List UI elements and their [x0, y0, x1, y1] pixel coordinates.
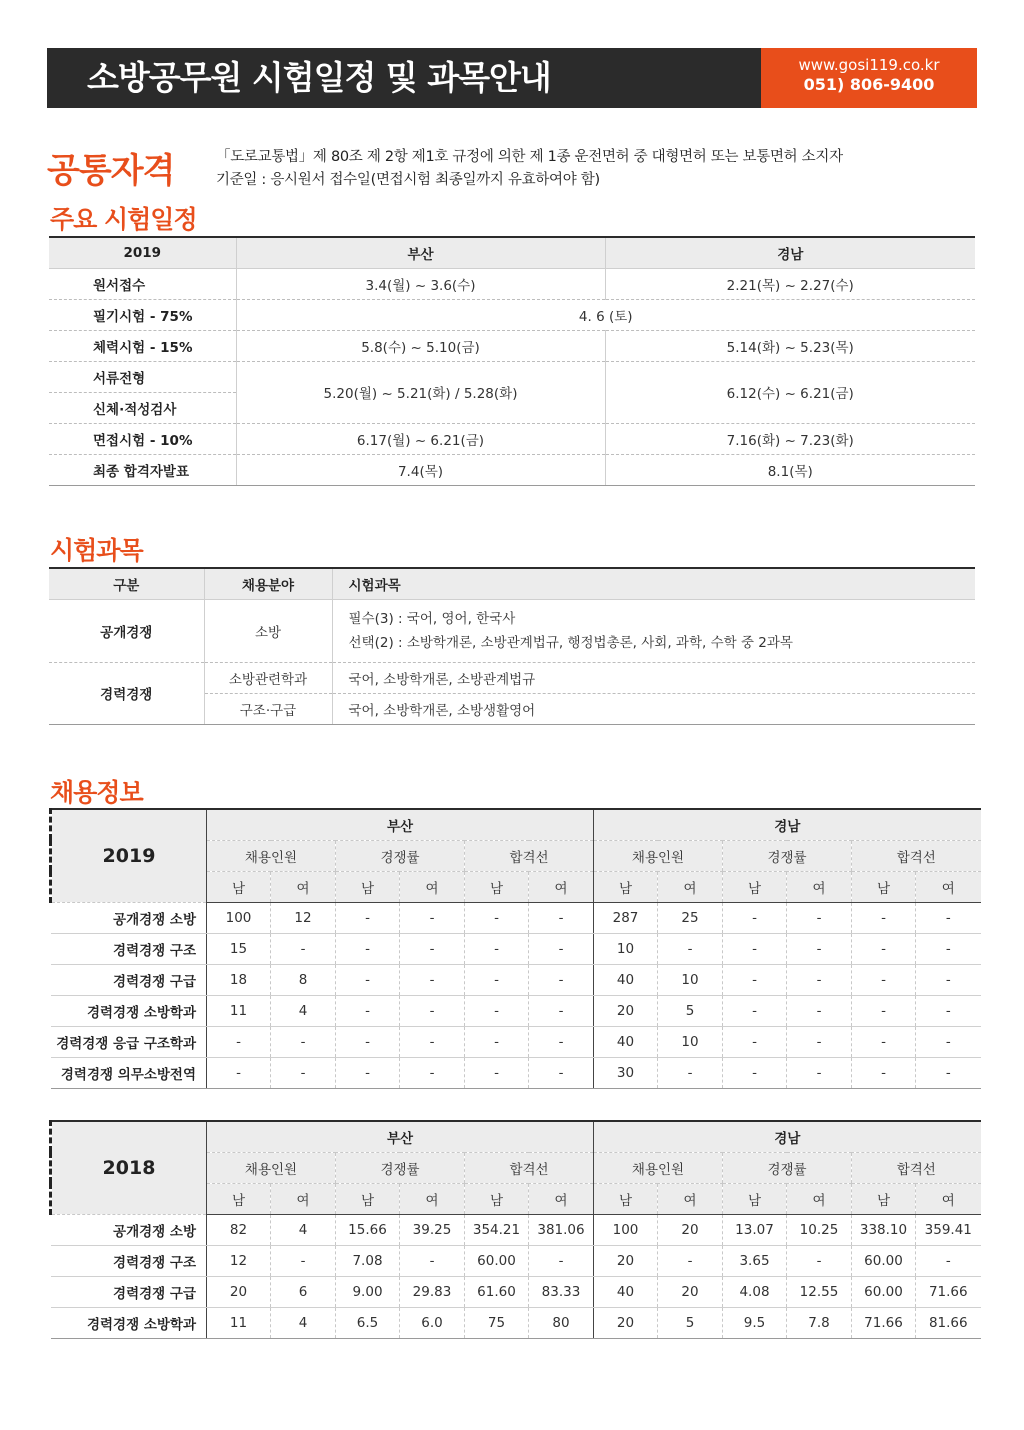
- table-cell: -: [658, 1245, 723, 1276]
- contact-box: [761, 48, 977, 108]
- table-cell: -: [852, 1026, 916, 1057]
- table-cell: -: [916, 933, 981, 964]
- schedule-section-title: 주요 시험일정: [50, 205, 197, 234]
- table-cell: -: [271, 933, 336, 964]
- row-label: 원서접수: [49, 268, 236, 299]
- category-cell: 공개경쟁: [49, 599, 204, 662]
- gender-header: 여: [916, 1183, 981, 1214]
- table-cell: 359.41: [916, 1214, 981, 1245]
- busan-date: 5.20(월) ~ 5.21(화) / 5.28(화): [236, 361, 605, 423]
- group-header: 합격선: [465, 840, 594, 871]
- table-cell: 40: [594, 1276, 658, 1307]
- table-cell: 9.5: [723, 1307, 787, 1338]
- table-cell: 30: [594, 1057, 658, 1088]
- row-label: 면접시험 - 10%: [49, 423, 236, 454]
- table-cell: -: [400, 964, 465, 995]
- common-date: 4. 6 (토): [236, 299, 975, 330]
- gyeongnam-date: 8.1(목): [605, 454, 975, 485]
- table-cell: -: [336, 1057, 400, 1088]
- table-cell: -: [207, 1026, 271, 1057]
- region-header: 경남: [594, 1121, 981, 1152]
- table-row: [51, 933, 981, 964]
- table-cell: -: [465, 995, 529, 1026]
- table-cell: -: [336, 1026, 400, 1057]
- table-cell: -: [723, 964, 787, 995]
- table-cell: -: [529, 964, 594, 995]
- row-label: 경력경쟁 구조: [51, 933, 207, 964]
- row-label: 경력경쟁 소방학과: [51, 995, 207, 1026]
- group-header: 채용인원: [594, 840, 723, 871]
- group-header: 경쟁률: [336, 1152, 465, 1183]
- gender-header: 남: [852, 871, 916, 902]
- table-cell: -: [916, 1026, 981, 1057]
- table-cell: -: [852, 964, 916, 995]
- recruitment-table-2019: [49, 808, 981, 1089]
- table-cell: -: [400, 902, 465, 933]
- table-cell: -: [400, 1026, 465, 1057]
- gender-header: 남: [336, 871, 400, 902]
- table-cell: 9.00: [336, 1276, 400, 1307]
- gender-header: 남: [465, 1183, 529, 1214]
- table-cell: 25: [658, 902, 723, 933]
- table-cell: 381.06: [529, 1214, 594, 1245]
- schedule-row: [49, 299, 975, 330]
- table-row: [51, 1214, 981, 1245]
- table-cell: -: [529, 1026, 594, 1057]
- row-label: 최종 합격자발표: [49, 454, 236, 485]
- gender-header: 남: [594, 1183, 658, 1214]
- table-cell: -: [916, 964, 981, 995]
- subjects-section-title: 시험과목: [50, 536, 143, 565]
- table-cell: -: [787, 995, 852, 1026]
- table-cell: 61.60: [465, 1276, 529, 1307]
- gender-header: 여: [529, 1183, 594, 1214]
- region-header: 부산: [207, 809, 594, 840]
- table-cell: 10: [594, 933, 658, 964]
- table-cell: -: [787, 902, 852, 933]
- region-header: 부산: [207, 1121, 594, 1152]
- gyeongnam-date: 7.16(화) ~ 7.23(화): [605, 423, 975, 454]
- gender-header: 여: [916, 871, 981, 902]
- table-cell: 100: [207, 902, 271, 933]
- group-header: 경쟁률: [336, 840, 465, 871]
- table-cell: -: [529, 1057, 594, 1088]
- subjects-table: [49, 567, 975, 725]
- qualification-line-1: 「도로교통법」제 80조 제 2항 제1호 규정에 의한 제 1종 운전면허 중 대형면허 또는 보통면허 소지자: [216, 149, 843, 165]
- schedule-busan-header: 부산: [236, 237, 605, 268]
- qualification-line-2: 기준일 : 응시원서 접수일(면접시험 최종일까지 유효하여야 함): [216, 172, 600, 188]
- gender-header: 여: [658, 1183, 723, 1214]
- table-row: [51, 1026, 981, 1057]
- table-cell: 8: [271, 964, 336, 995]
- table-cell: -: [916, 902, 981, 933]
- table-row: [51, 1307, 981, 1338]
- table-cell: -: [400, 995, 465, 1026]
- table-cell: 20: [594, 995, 658, 1026]
- table-row: [51, 902, 981, 933]
- table-cell: 5: [658, 995, 723, 1026]
- table-cell: -: [529, 902, 594, 933]
- table-cell: -: [271, 1245, 336, 1276]
- gender-header: 여: [787, 1183, 852, 1214]
- schedule-header-row: [49, 237, 975, 268]
- schedule-row: [49, 268, 975, 299]
- category-header: 구분: [49, 568, 204, 599]
- common-qualification-text: [216, 146, 843, 192]
- table-cell: -: [723, 933, 787, 964]
- table-cell: 60.00: [852, 1276, 916, 1307]
- table-cell: 15: [207, 933, 271, 964]
- table-cell: -: [723, 995, 787, 1026]
- table-cell: 80: [529, 1307, 594, 1338]
- row-label: 공개경쟁 소방: [51, 1214, 207, 1245]
- row-label: 신체·적성검사: [49, 392, 236, 423]
- schedule-row: [49, 454, 975, 485]
- schedule-table: [49, 236, 975, 486]
- table-cell: 20: [594, 1245, 658, 1276]
- row-label: 경력경쟁 응급 구조학과: [51, 1026, 207, 1057]
- table-cell: -: [336, 964, 400, 995]
- common-qualification-heading: 공통자격: [47, 151, 175, 191]
- gender-header: 남: [594, 871, 658, 902]
- table-cell: 20: [658, 1276, 723, 1307]
- table-row: [51, 1057, 981, 1088]
- table-cell: 11: [207, 1307, 271, 1338]
- table-cell: -: [336, 902, 400, 933]
- table-row: [51, 964, 981, 995]
- table-cell: 71.66: [852, 1307, 916, 1338]
- field-header: 채용분야: [204, 568, 332, 599]
- table-cell: 60.00: [465, 1245, 529, 1276]
- table-cell: 75: [465, 1307, 529, 1338]
- region-header-row: [51, 1121, 981, 1152]
- year-label: 2019: [51, 809, 207, 902]
- table-cell: -: [465, 1026, 529, 1057]
- gender-header: 여: [271, 871, 336, 902]
- row-label: 필기시험 - 75%: [49, 299, 236, 330]
- gender-header: 여: [529, 871, 594, 902]
- table-cell: 40: [594, 964, 658, 995]
- gender-header: 남: [336, 1183, 400, 1214]
- table-cell: 100: [594, 1214, 658, 1245]
- schedule-year-header: 2019: [49, 237, 236, 268]
- busan-date: 6.17(월) ~ 6.21(금): [236, 423, 605, 454]
- table-cell: 6.5: [336, 1307, 400, 1338]
- table-cell: -: [787, 1245, 852, 1276]
- table-cell: -: [787, 1026, 852, 1057]
- group-header: 합격선: [852, 1152, 981, 1183]
- table-cell: 40: [594, 1026, 658, 1057]
- table-cell: 4: [271, 1214, 336, 1245]
- table-cell: 83.33: [529, 1276, 594, 1307]
- row-label: 경력경쟁 구급: [51, 964, 207, 995]
- table-cell: -: [529, 933, 594, 964]
- table-cell: -: [852, 995, 916, 1026]
- table-cell: 15.66: [336, 1214, 400, 1245]
- table-cell: -: [658, 1057, 723, 1088]
- table-cell: 338.10: [852, 1214, 916, 1245]
- table-cell: 11: [207, 995, 271, 1026]
- gender-header: 남: [852, 1183, 916, 1214]
- table-row: [51, 995, 981, 1026]
- gender-header: 여: [787, 871, 852, 902]
- gyeongnam-date: 5.14(화) ~ 5.23(목): [605, 330, 975, 361]
- gender-header: 남: [207, 871, 271, 902]
- region-header-row: [51, 809, 981, 840]
- table-cell: 20: [207, 1276, 271, 1307]
- table-cell: 7.8: [787, 1307, 852, 1338]
- gyeongnam-date: 6.12(수) ~ 6.21(금): [605, 361, 975, 423]
- gender-header: 여: [658, 871, 723, 902]
- table-cell: -: [400, 1057, 465, 1088]
- table-cell: 12: [271, 902, 336, 933]
- table-cell: 60.00: [852, 1245, 916, 1276]
- table-cell: -: [465, 1057, 529, 1088]
- subjects-row: [49, 662, 975, 693]
- group-header: 채용인원: [207, 1152, 336, 1183]
- table-cell: 12: [207, 1245, 271, 1276]
- schedule-row: [49, 423, 975, 454]
- table-cell: 4: [271, 1307, 336, 1338]
- table-cell: -: [400, 933, 465, 964]
- table-cell: 7.08: [336, 1245, 400, 1276]
- table-cell: 10: [658, 1026, 723, 1057]
- table-cell: 6: [271, 1276, 336, 1307]
- table-cell: -: [916, 1245, 981, 1276]
- field-cell: 구조·구급: [204, 693, 332, 724]
- table-cell: -: [400, 1245, 465, 1276]
- subjects-cell: [332, 599, 975, 662]
- table-cell: -: [465, 933, 529, 964]
- table-cell: 4: [271, 995, 336, 1026]
- table-cell: 39.25: [400, 1214, 465, 1245]
- gender-header: 여: [400, 1183, 465, 1214]
- busan-date: 7.4(목): [236, 454, 605, 485]
- table-cell: -: [465, 902, 529, 933]
- phone-number: 051) 806-9400: [803, 75, 935, 94]
- elective-subjects: 선택(2) : 소방학개론, 소방관계법규, 행정법총론, 사회, 과학, 수학 중 2과목: [348, 634, 793, 651]
- year-label: 2018: [51, 1121, 207, 1214]
- table-cell: 287: [594, 902, 658, 933]
- gender-header: 남: [723, 1183, 787, 1214]
- table-row: [51, 1276, 981, 1307]
- table-cell: 82: [207, 1214, 271, 1245]
- table-cell: 20: [658, 1214, 723, 1245]
- group-header: 경쟁률: [723, 1152, 852, 1183]
- table-cell: 3.65: [723, 1245, 787, 1276]
- row-label: 경력경쟁 소방학과: [51, 1307, 207, 1338]
- field-cell: 소방: [204, 599, 332, 662]
- row-label: 체력시험 - 15%: [49, 330, 236, 361]
- table-cell: 29.83: [400, 1276, 465, 1307]
- group-header: 채용인원: [594, 1152, 723, 1183]
- table-cell: -: [787, 964, 852, 995]
- table-cell: -: [271, 1026, 336, 1057]
- table-cell: -: [658, 933, 723, 964]
- table-cell: -: [529, 995, 594, 1026]
- table-cell: -: [916, 995, 981, 1026]
- table-cell: -: [916, 1057, 981, 1088]
- gyeongnam-date: 2.21(목) ~ 2.27(수): [605, 268, 975, 299]
- gender-header: 남: [207, 1183, 271, 1214]
- subjects-row: [49, 599, 975, 662]
- table-cell: 354.21: [465, 1214, 529, 1245]
- table-row: [51, 1245, 981, 1276]
- table-cell: -: [529, 1245, 594, 1276]
- header-banner: [47, 48, 977, 108]
- table-cell: -: [787, 1057, 852, 1088]
- field-cell: 소방관련학과: [204, 662, 332, 693]
- subjects-header-row: [49, 568, 975, 599]
- table-cell: 18: [207, 964, 271, 995]
- group-header: 합격선: [465, 1152, 594, 1183]
- gender-header: 여: [400, 871, 465, 902]
- table-cell: -: [852, 902, 916, 933]
- table-cell: -: [465, 964, 529, 995]
- schedule-gyeongnam-header: 경남: [605, 237, 975, 268]
- table-cell: -: [723, 902, 787, 933]
- busan-date: 5.8(수) ~ 5.10(금): [236, 330, 605, 361]
- table-cell: 13.07: [723, 1214, 787, 1245]
- subjects-cell: 국어, 소방학개론, 소방관계법규: [332, 662, 975, 693]
- table-cell: -: [207, 1057, 271, 1088]
- table-cell: -: [787, 933, 852, 964]
- row-label: 경력경쟁 의무소방전역: [51, 1057, 207, 1088]
- table-cell: -: [271, 1057, 336, 1088]
- table-cell: 20: [594, 1307, 658, 1338]
- row-label: 공개경쟁 소방: [51, 902, 207, 933]
- region-header: 경남: [594, 809, 981, 840]
- required-subjects: 필수(3) : 국어, 영어, 한국사: [348, 610, 516, 627]
- table-cell: -: [336, 995, 400, 1026]
- gender-header: 여: [271, 1183, 336, 1214]
- subjects-header: 시험과목: [332, 568, 975, 599]
- table-cell: 71.66: [916, 1276, 981, 1307]
- table-cell: -: [852, 933, 916, 964]
- table-cell: 10: [658, 964, 723, 995]
- page-title: 소방공무원 시험일정 및 과목안내: [87, 58, 551, 97]
- recruitment-table-2018: [49, 1120, 981, 1339]
- gender-header: 남: [465, 871, 529, 902]
- table-cell: -: [723, 1026, 787, 1057]
- gender-header: 남: [723, 871, 787, 902]
- subjects-cell: 국어, 소방학개론, 소방생활영어: [332, 693, 975, 724]
- row-label: 경력경쟁 구급: [51, 1276, 207, 1307]
- table-cell: 81.66: [916, 1307, 981, 1338]
- website-link[interactable]: www.gosi119.co.kr: [798, 56, 940, 74]
- table-cell: 6.0: [400, 1307, 465, 1338]
- table-cell: 5: [658, 1307, 723, 1338]
- category-cell: 경력경쟁: [49, 662, 204, 724]
- table-cell: -: [852, 1057, 916, 1088]
- table-cell: -: [336, 933, 400, 964]
- row-label: 경력경쟁 구조: [51, 1245, 207, 1276]
- table-cell: 4.08: [723, 1276, 787, 1307]
- row-label: 서류전형: [49, 361, 236, 392]
- table-cell: 10.25: [787, 1214, 852, 1245]
- group-header: 채용인원: [207, 840, 336, 871]
- table-cell: -: [723, 1057, 787, 1088]
- schedule-row: [49, 361, 975, 392]
- group-header: 합격선: [852, 840, 981, 871]
- recruitment-section-title: 채용정보: [50, 778, 143, 807]
- busan-date: 3.4(월) ~ 3.6(수): [236, 268, 605, 299]
- table-cell: 12.55: [787, 1276, 852, 1307]
- group-header: 경쟁률: [723, 840, 852, 871]
- schedule-row: [49, 330, 975, 361]
